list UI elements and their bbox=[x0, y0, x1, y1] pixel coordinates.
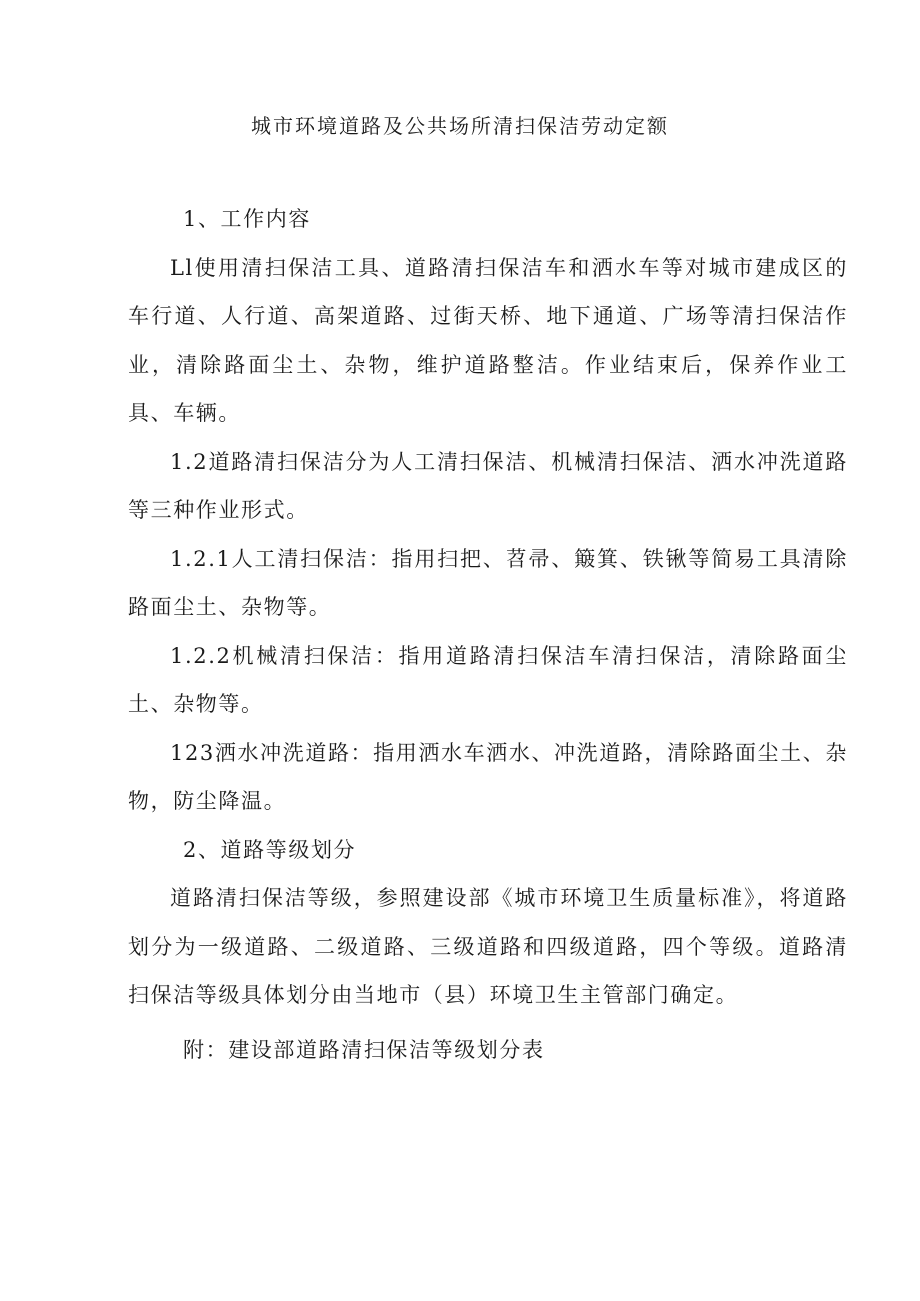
attachment-note: 附：建设部道路清扫保洁等级划分表 bbox=[183, 1037, 545, 1062]
paragraph-2: 道路清扫保洁等级，参照建设部《城市环境卫生质量标准》，将道路划分为一级道路、二级道路、三级道路和四级道路，四个等级。道路清扫保洁等级具体划分由当地市（县）环境卫生主管部门确定。 bbox=[128, 886, 848, 1007]
document-body bbox=[128, 195, 848, 1074]
paragraph-1-2-1: 1.2.1人工清扫保洁：指用扫把、苕帚、簸箕、铁锹等简易工具清除路面尘土、杂物等。 bbox=[128, 546, 848, 619]
section-heading-road-grade: 2、道路等级划分 bbox=[183, 837, 357, 862]
paragraph-1-2-3: 123洒水冲洗道路：指用洒水车洒水、冲洗道路，清除路面尘土、杂物，防尘降温。 bbox=[128, 740, 848, 813]
paragraph-1-2: 1.2道路清扫保洁分为人工清扫保洁、机械清扫保洁、洒水冲洗道路等三种作业形式。 bbox=[128, 449, 848, 522]
document-title: 城市环境道路及公共场所清扫保洁劳动定额 bbox=[251, 114, 669, 138]
paragraph-1-1: Ll使用清扫保洁工具、道路清扫保洁车和洒水车等对城市建成区的车行道、人行道、高架道路、过街天桥、地下通道、广场等清扫保洁作业，清除路面尘土、杂物，维护道路整洁。作业结束后，保养作业工具、车辆。 bbox=[128, 255, 848, 425]
paragraph-1-2-2: 1.2.2机械清扫保洁：指用道路清扫保洁车清扫保洁，清除路面尘土、杂物等。 bbox=[128, 643, 848, 716]
section-heading-work-content: 1、工作内容 bbox=[183, 207, 311, 231]
